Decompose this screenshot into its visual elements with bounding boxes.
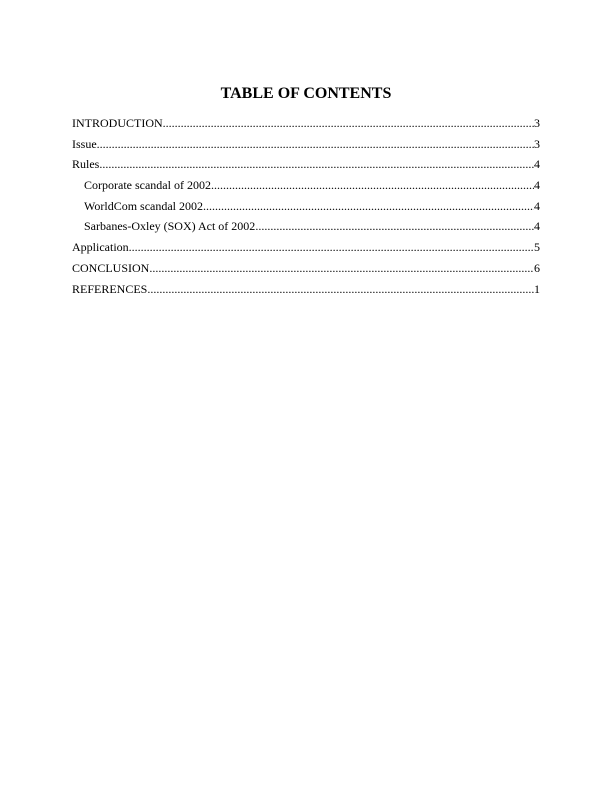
- toc-dot-leader: [211, 178, 534, 192]
- toc-page-number: 5: [534, 240, 540, 255]
- toc-page-number: 6: [534, 260, 540, 275]
- toc-entry-text: Corporate scandal of 2002: [84, 178, 211, 193]
- toc-entry-introduction[interactable]: [72, 116, 540, 137]
- toc-entry-text: Issue: [72, 136, 97, 151]
- toc-page-number: 3: [534, 116, 540, 130]
- toc-page-number: 3: [534, 136, 540, 151]
- toc-entry-text: Rules: [72, 157, 100, 172]
- toc-entry-worldcom-scandal[interactable]: [72, 199, 540, 220]
- toc-entry-application[interactable]: [72, 240, 540, 261]
- toc-title: TABLE OF CONTENTS: [220, 85, 392, 102]
- toc-page-number: 1: [534, 281, 540, 296]
- toc-page-number: 4: [534, 178, 540, 193]
- toc-dot-leader: [147, 282, 534, 296]
- toc-page-number: 4: [534, 157, 540, 172]
- toc-entry-references[interactable]: [72, 282, 540, 303]
- toc-entry-text: REFERENCES: [72, 281, 148, 296]
- toc-dot-leader: [99, 157, 534, 171]
- toc-page-number: 4: [534, 219, 540, 234]
- toc-entry-text: WorldCom scandal 2002: [84, 198, 204, 213]
- toc-entry-issue[interactable]: [72, 137, 540, 158]
- toc-entry-text: Application: [72, 240, 129, 255]
- toc-dot-leader: [149, 261, 534, 275]
- toc-entry-text: INTRODUCTION: [72, 116, 163, 130]
- toc-page-number: 4: [534, 198, 540, 213]
- toc-entry-rules[interactable]: [72, 157, 540, 178]
- toc-dot-leader: [255, 219, 534, 233]
- toc-dot-leader: [129, 240, 534, 254]
- toc-entry-sox-act[interactable]: [72, 219, 540, 240]
- toc-entry-text: Sarbanes-Oxley (SOX) Act of 2002: [84, 219, 256, 234]
- toc-list: [72, 116, 540, 302]
- toc-dot-leader: [97, 137, 534, 151]
- toc-dot-leader: [203, 199, 534, 213]
- toc-entry-corporate-scandal[interactable]: [72, 178, 540, 199]
- toc-dot-leader: [163, 116, 534, 130]
- toc-entry-text: CONCLUSION: [72, 260, 150, 275]
- toc-entry-conclusion[interactable]: [72, 261, 540, 282]
